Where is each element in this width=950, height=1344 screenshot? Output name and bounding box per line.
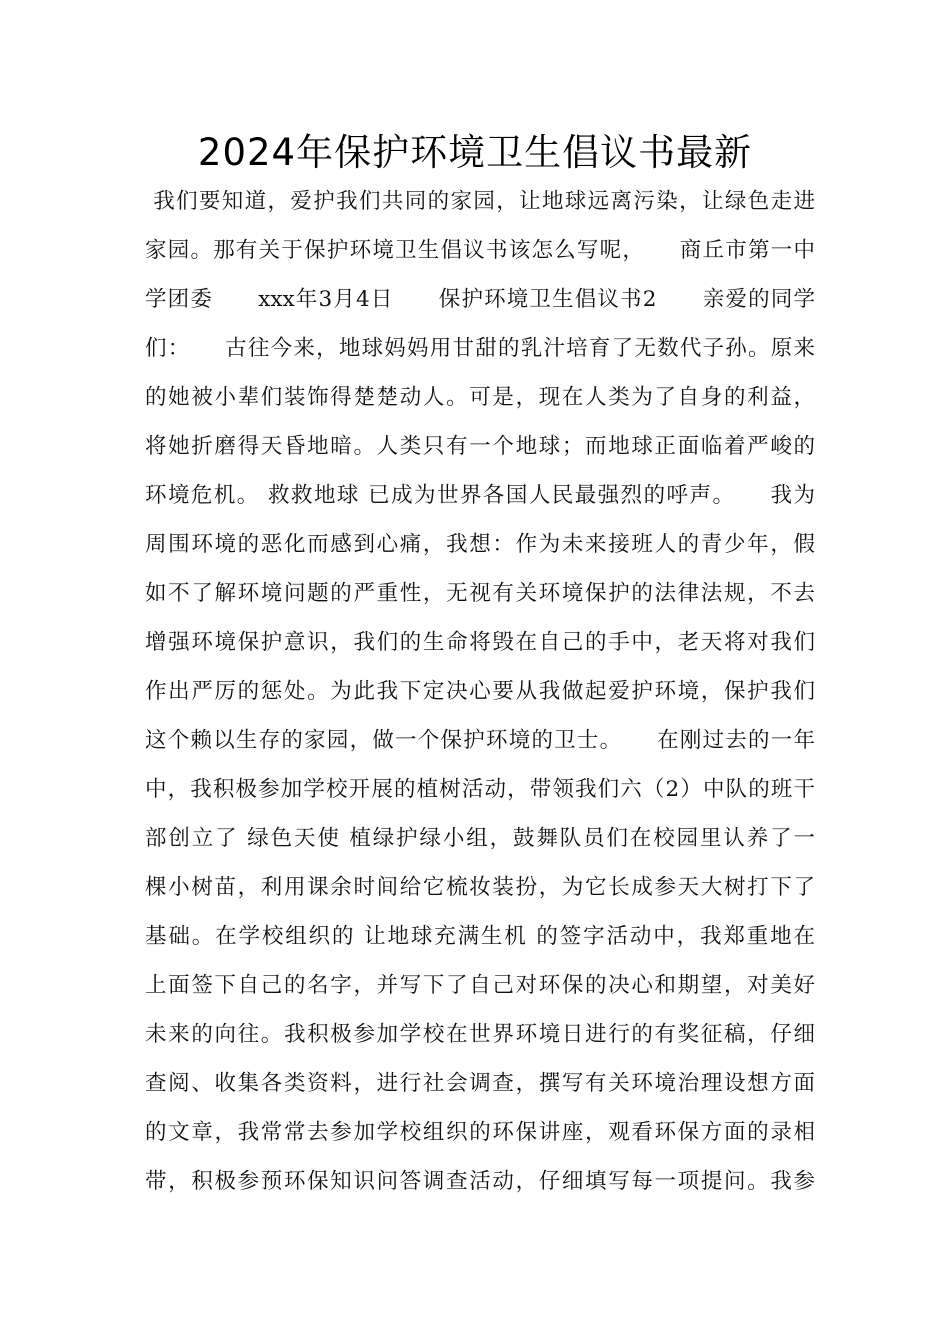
body-line: 家园。那有关于保护环境卫生倡议书该怎么写呢， 商丘市第一中 — [145, 238, 815, 263]
body-line: 未来的向往。我积极参加学校在世界环境日进行的有奖征稿，仔细 — [145, 1022, 815, 1047]
body-line: 这个赖以生存的家园，做一个保护环境的卫士。 在刚过去的一年 — [145, 728, 815, 753]
body-line: 部创立了 绿色天使 植绿护绿小组，鼓舞队员们在校园里认养了一 — [145, 826, 815, 851]
body-line: 我们要知道，爱护我们共同的家园，让地球远离污染，让绿色走进 — [145, 189, 815, 214]
body-line: 增强环境保护意识，我们的生命将毁在自己的手中，老天将对我们 — [145, 630, 815, 655]
body-line: 查阅、收集各类资料，进行社会调查，撰写有关环境治理设想方面 — [145, 1071, 815, 1096]
body-line: 作出严厉的惩处。为此我下定决心要从我做起爱护环境，保护我们 — [145, 679, 815, 704]
document-title: 2024年保护环境卫生倡议书最新 — [197, 131, 753, 174]
body-line: 的她被小辈们装饰得楚楚动人。可是，现在人类为了自身的利益， — [145, 385, 815, 410]
body-line: 的文章，我常常去参加学校组织的环保讲座，观看环保方面的录相 — [145, 1120, 815, 1145]
body-line: 中，我积极参加学校开展的植树活动，带领我们六（2）中队的班干 — [145, 777, 815, 802]
body-line: 带，积极参预环保知识问答调查活动，仔细填写每一项提问。我参 — [145, 1169, 815, 1194]
body-line: 棵小树苗，利用课余时间给它梳妆装扮，为它长成参天大树打下了 — [145, 875, 815, 900]
body-line: 将她折磨得天昏地暗。人类只有一个地球；而地球正面临着严峻的 — [145, 434, 815, 459]
body-line: 们： 古往今来，地球妈妈用甘甜的乳汁培育了无数代子孙。原来 — [145, 336, 815, 361]
body-line: 周围环境的恶化而感到心痛，我想：作为未来接班人的青少年，假 — [145, 532, 815, 557]
body-line: 基础。在学校组织的 让地球充满生机 的签字活动中，我郑重地在 — [145, 924, 815, 949]
document-body — [145, 177, 815, 1206]
body-line: 如不了解环境问题的严重性，无视有关环境保护的法律法规，不去 — [145, 581, 815, 606]
body-line: 上面签下自己的名字，并写下了自己对环保的决心和期望，对美好 — [145, 973, 815, 998]
body-line: 环境危机。 救救地球 已成为世界各国人民最强烈的呼声。 我为 — [145, 483, 815, 508]
body-line: 学团委 xxx年3月4日 保护环境卫生倡议书2 亲爱的同学 — [145, 287, 815, 312]
